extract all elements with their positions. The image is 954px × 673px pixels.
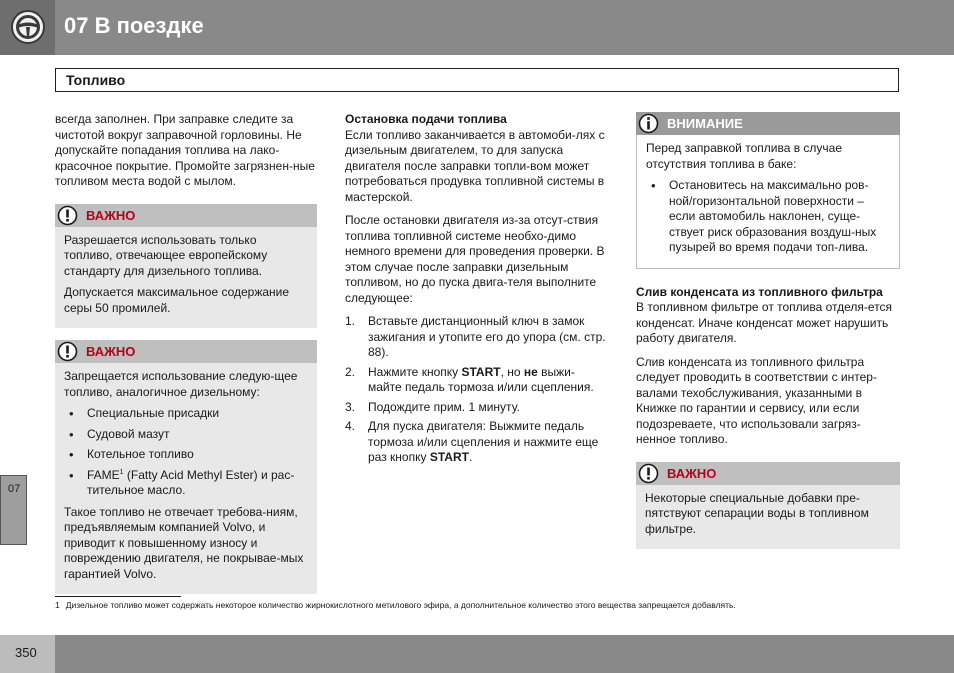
important-text: Некоторые специальные добавки пре-пятствуют сепарации воды в топливном фильтре. (645, 490, 869, 536)
body-paragraph: Слив конденсата из топливного фильтра следует проводить в соответствии с интер-валами техобслуживания, указанными в Книжке по гарантии и сервису, или если подозреваете, что использовали загряз-ненное топливо. (636, 354, 877, 446)
important-text: Запрещается использование следую-щее топливо, аналогичное дизельному: (64, 369, 298, 399)
page-number: 350 (15, 645, 37, 660)
fame-label: FAME (87, 467, 120, 482)
start-button-label: START (461, 364, 501, 379)
footnote-mark: 1 (55, 600, 60, 610)
important-label: ВАЖНО (86, 344, 136, 359)
forbidden-fuel-list (64, 406, 308, 499)
page-footer (0, 635, 954, 673)
attention-box-header (636, 112, 900, 135)
volvo-steering-wheel-icon (10, 9, 46, 45)
attention-text: Перед заправкой топлива в случае отсутствия топлива в баке: (646, 141, 843, 171)
footnote (55, 600, 736, 611)
steps-list (345, 314, 607, 466)
exclamation-icon (57, 205, 78, 226)
step-text: Вставьте дистанционный ключ в замок зажигания и утопите его до упора (см. стр. 88). (368, 314, 606, 359)
step-number: 3. (345, 399, 356, 414)
list-item: • Судовой мазут (64, 427, 308, 443)
footnote-text: Дизельное топливо может содержать некоторое количество жирнокислотного метилового эфира, а дополнительное количество этого вещества запрещается добавлять. (65, 600, 736, 610)
important-text: Разрешается использовать только топливо, отвечающее европейскому стандарту для дизельного топлива. (64, 232, 268, 278)
section-heading: Слив конденсата из топливного фильтра (636, 284, 883, 299)
step-item (345, 314, 607, 361)
important-box-forbidden-fuel (55, 340, 317, 594)
step-number: 1. (345, 314, 356, 328)
important-text: Такое топливо не отвечает требова-ниям, предъявляемым компанией Volvo, и приводит к повышенному износу и повреждению двигателя, не покрывае-мых гарантией Volvo. (64, 504, 304, 581)
intro-paragraph: всегда заполнен. При заправке следите за чистотой вокруг заправочной горловины. Не допускайте попадания топлива на лако-красочное покрытие. Промойте загрязнен-ные топливом места водой с мылом. (55, 112, 315, 188)
column-left (55, 112, 317, 606)
list-item: • Остановитесь на максимально ров-ной/горизонтальной поверхности – если автомобиль наклонен, суще-ствует риск образования воздуш-ных пузырей во время подачи топ-лива. (646, 178, 890, 256)
important-box-header (55, 340, 317, 363)
section-heading: Остановка подачи топлива (345, 112, 507, 126)
chapter-title: 07 В поездке (64, 13, 204, 38)
step-number: 2. (345, 364, 356, 379)
column-middle (345, 112, 607, 470)
step-item (345, 400, 607, 416)
important-label: ВАЖНО (667, 465, 717, 481)
important-box-fuel-standard (55, 204, 317, 329)
important-box-header (636, 462, 900, 485)
page-header (0, 0, 954, 55)
important-text: Допускается максимальное содержание серы 50 промилей. (64, 285, 290, 315)
step-item (345, 365, 607, 396)
fame-text: (Fatty Acid Methyl Ester) и рас-тительное масло. (87, 467, 295, 497)
column-right (636, 112, 900, 561)
chapter-tab-label: 07 (8, 483, 21, 495)
step-text: . (468, 450, 473, 464)
body-paragraph: В топливном фильтре от топлива отделя-ется конденсат. Иначе конденсат может нарушить работу двигателя. (636, 300, 893, 345)
important-box-header (55, 204, 317, 227)
info-icon (638, 113, 659, 134)
step-text: Нажмите кнопку (368, 364, 462, 379)
attention-list (646, 178, 890, 256)
logo-box (0, 0, 55, 55)
page-number-box (0, 635, 55, 673)
section-bar (55, 68, 899, 92)
list-item: • Котельное топливо (64, 447, 308, 463)
step-item (345, 419, 607, 466)
start-button-label: START (429, 450, 469, 464)
body-paragraph: После остановки двигателя из-за отсут-ствия топлива топливной системе необхо-димо немного времени для проведения проверки. В этом случае после заправки дизельным топливом, но до пуска двига-теля выполните следующее: (345, 213, 605, 305)
list-item: • Специальные присадки (64, 406, 308, 422)
step-text: Подождите прим. 1 минуту. (368, 399, 520, 414)
exclamation-icon (638, 463, 659, 484)
list-item (64, 468, 308, 499)
chapter-side-tab (0, 475, 27, 545)
exclamation-icon (57, 341, 78, 362)
important-label: ВАЖНО (86, 207, 136, 223)
body-paragraph: Если топливо заканчивается в автомоби-лях с дизельным двигателем, то для запуска двигателя после заправки топли-вом может потребоваться продувка топливной системы в мастерской. (345, 127, 605, 204)
attention-label: ВНИМАНИЕ (667, 116, 743, 131)
emphasis: не (523, 364, 538, 379)
step-text: выжи-майте педаль тормоза и/или сцепления. (368, 364, 594, 394)
step-number: 4. (345, 419, 356, 433)
important-box-additives (636, 462, 900, 550)
footnote-divider (55, 596, 181, 597)
section-title: Топливо (66, 72, 126, 88)
step-text: Для пуска двигателя: Выжмите педаль тормоза и/или сцепления и нажмите еще раз кнопку (368, 419, 599, 464)
attention-box (636, 112, 900, 269)
step-text: , но (500, 364, 524, 379)
footnote-ref: 1 (119, 468, 124, 476)
